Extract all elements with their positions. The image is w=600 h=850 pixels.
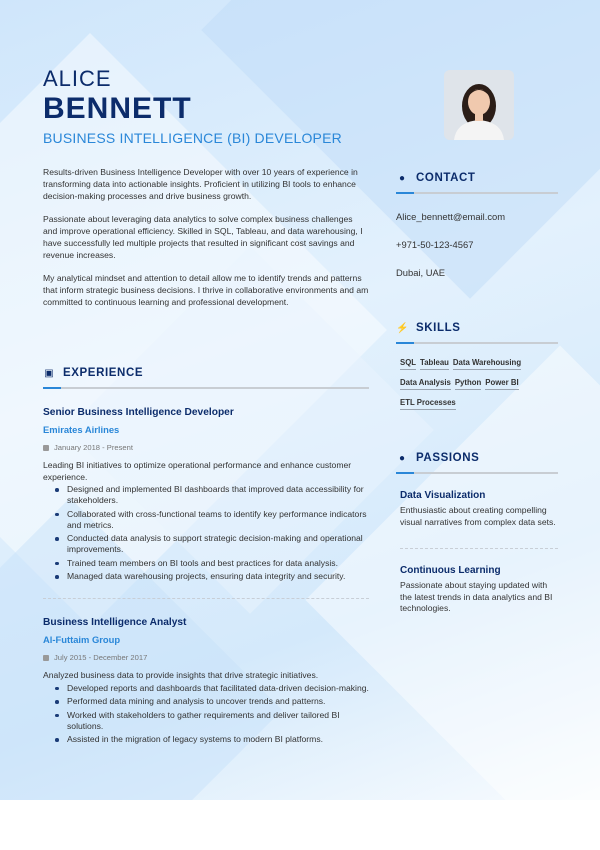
contact-section xyxy=(396,172,558,278)
contact-heading: CONTACT xyxy=(416,172,476,184)
section-divider xyxy=(396,192,558,194)
lightbulb-icon: ● xyxy=(398,452,406,464)
skill-tag: SQL xyxy=(400,358,416,370)
contact-phone[interactable]: +971-50-123-4567 xyxy=(396,239,474,250)
section-divider xyxy=(396,342,558,344)
job-dates xyxy=(43,653,369,662)
skill-tag: ETL Processes xyxy=(400,398,456,410)
passions-heading: PASSIONS xyxy=(416,452,480,464)
contact-location: Dubai, UAE xyxy=(396,267,445,278)
job-bullet: Developed reports and dashboards that facilitated data-driven decision-making. xyxy=(55,683,369,694)
summary-section xyxy=(43,166,369,319)
job-description: Leading BI initiatives to optimize operational performance and enhance customer experience. xyxy=(43,460,352,482)
job-bullet: Performed data mining and analysis to uncover trends and patterns. xyxy=(55,696,369,707)
person-icon: ● xyxy=(398,172,406,184)
resume-header xyxy=(43,66,403,146)
job-divider xyxy=(43,598,369,599)
job-bullet: Managed data warehousing projects, ensuring data integrity and security. xyxy=(55,571,369,582)
summary-paragraph: Passionate about leveraging data analytics to solve complex business challenges and improve operational efficiency. Skilled in SQL, Tableau, and data warehousing, I have successfully led multiple projects that resulted in significant cost savings and revenue increases. xyxy=(43,214,363,260)
briefcase-icon: ▣ xyxy=(44,367,54,379)
skill-tag: Power BI xyxy=(485,378,518,390)
skills-list xyxy=(396,358,558,410)
skills-section xyxy=(396,322,558,410)
job-role: Business Intelligence Analyst xyxy=(43,617,187,628)
job-dates-text: July 2015 - December 2017 xyxy=(54,653,148,662)
passion-divider xyxy=(400,548,558,549)
summary-paragraph: Results-driven Business Intelligence Developer with over 10 years of experience in transforming data into actionable insights. Proficient in utilizing BI tools to enhance decision-making processes and drive business growth. xyxy=(43,167,358,201)
job-entry xyxy=(43,407,369,599)
job-bullet: Conducted data analysis to support strategic decision-making and operational improvements. xyxy=(55,533,369,555)
job-bullet: Designed and implemented BI dashboards that improved data accessibility for stakeholders. xyxy=(55,484,369,506)
first-name: ALICE xyxy=(43,66,112,91)
job-bullet: Trained team members on BI tools and best practices for data analysis. xyxy=(55,558,369,569)
job-role: Senior Business Intelligence Developer xyxy=(43,407,234,418)
passion-title: Data Visualization xyxy=(400,490,486,501)
passion-description: Passionate about staying updated with the latest trends in data analytics and BI technologies. xyxy=(400,580,553,613)
calendar-icon xyxy=(43,445,49,451)
job-title: BUSINESS INTELLIGENCE (BI) DEVELOPER xyxy=(43,130,342,146)
passion-item xyxy=(396,565,558,615)
lightning-icon: ⚡ xyxy=(396,322,409,334)
passions-section xyxy=(396,452,558,615)
job-bullet: Worked with stakeholders to gather requirements and deliver tailored BI solutions. xyxy=(55,710,369,732)
contact-email[interactable]: Alice_bennett@email.com xyxy=(396,211,506,222)
job-description: Analyzed business data to provide insights that drive strategic initiatives. xyxy=(43,670,319,680)
summary-paragraph: My analytical mindset and attention to detail allow me to identify trends and patterns that inform strategic business decisions. I thrive in collaborative environments and am committed to continuous learning and professional development. xyxy=(43,273,369,307)
last-name: BENNETT xyxy=(43,92,192,125)
skill-tag: Python xyxy=(455,378,481,390)
skill-tag: Tableau xyxy=(420,358,449,370)
job-company: Emirates Airlines xyxy=(43,424,120,435)
section-divider xyxy=(396,472,558,474)
skills-heading: SKILLS xyxy=(416,322,461,334)
experience-heading: EXPERIENCE xyxy=(63,367,144,379)
job-bullet: Assisted in the migration of legacy systems to modern BI platforms. xyxy=(55,734,369,745)
job-dates xyxy=(43,443,369,452)
job-entry xyxy=(43,617,369,745)
sidebar xyxy=(396,172,558,615)
job-bullet: Collaborated with cross-functional teams to identify key performance indicators and metrics. xyxy=(55,509,369,531)
job-company: Al-Futtaim Group xyxy=(43,634,121,645)
profile-photo xyxy=(444,70,514,140)
job-bullets xyxy=(43,484,369,582)
calendar-icon xyxy=(43,655,49,661)
passion-description: Enthusiastic about creating compelling visual narratives from complex data sets. xyxy=(400,505,556,527)
job-bullets xyxy=(43,683,369,746)
skill-tag: Data Warehousing xyxy=(453,358,521,370)
passion-item xyxy=(396,490,558,549)
job-dates-text: January 2018 - Present xyxy=(54,443,133,452)
passion-title: Continuous Learning xyxy=(400,565,501,576)
experience-section xyxy=(43,367,369,748)
section-divider xyxy=(43,387,369,389)
skill-tag: Data Analysis xyxy=(400,378,451,390)
